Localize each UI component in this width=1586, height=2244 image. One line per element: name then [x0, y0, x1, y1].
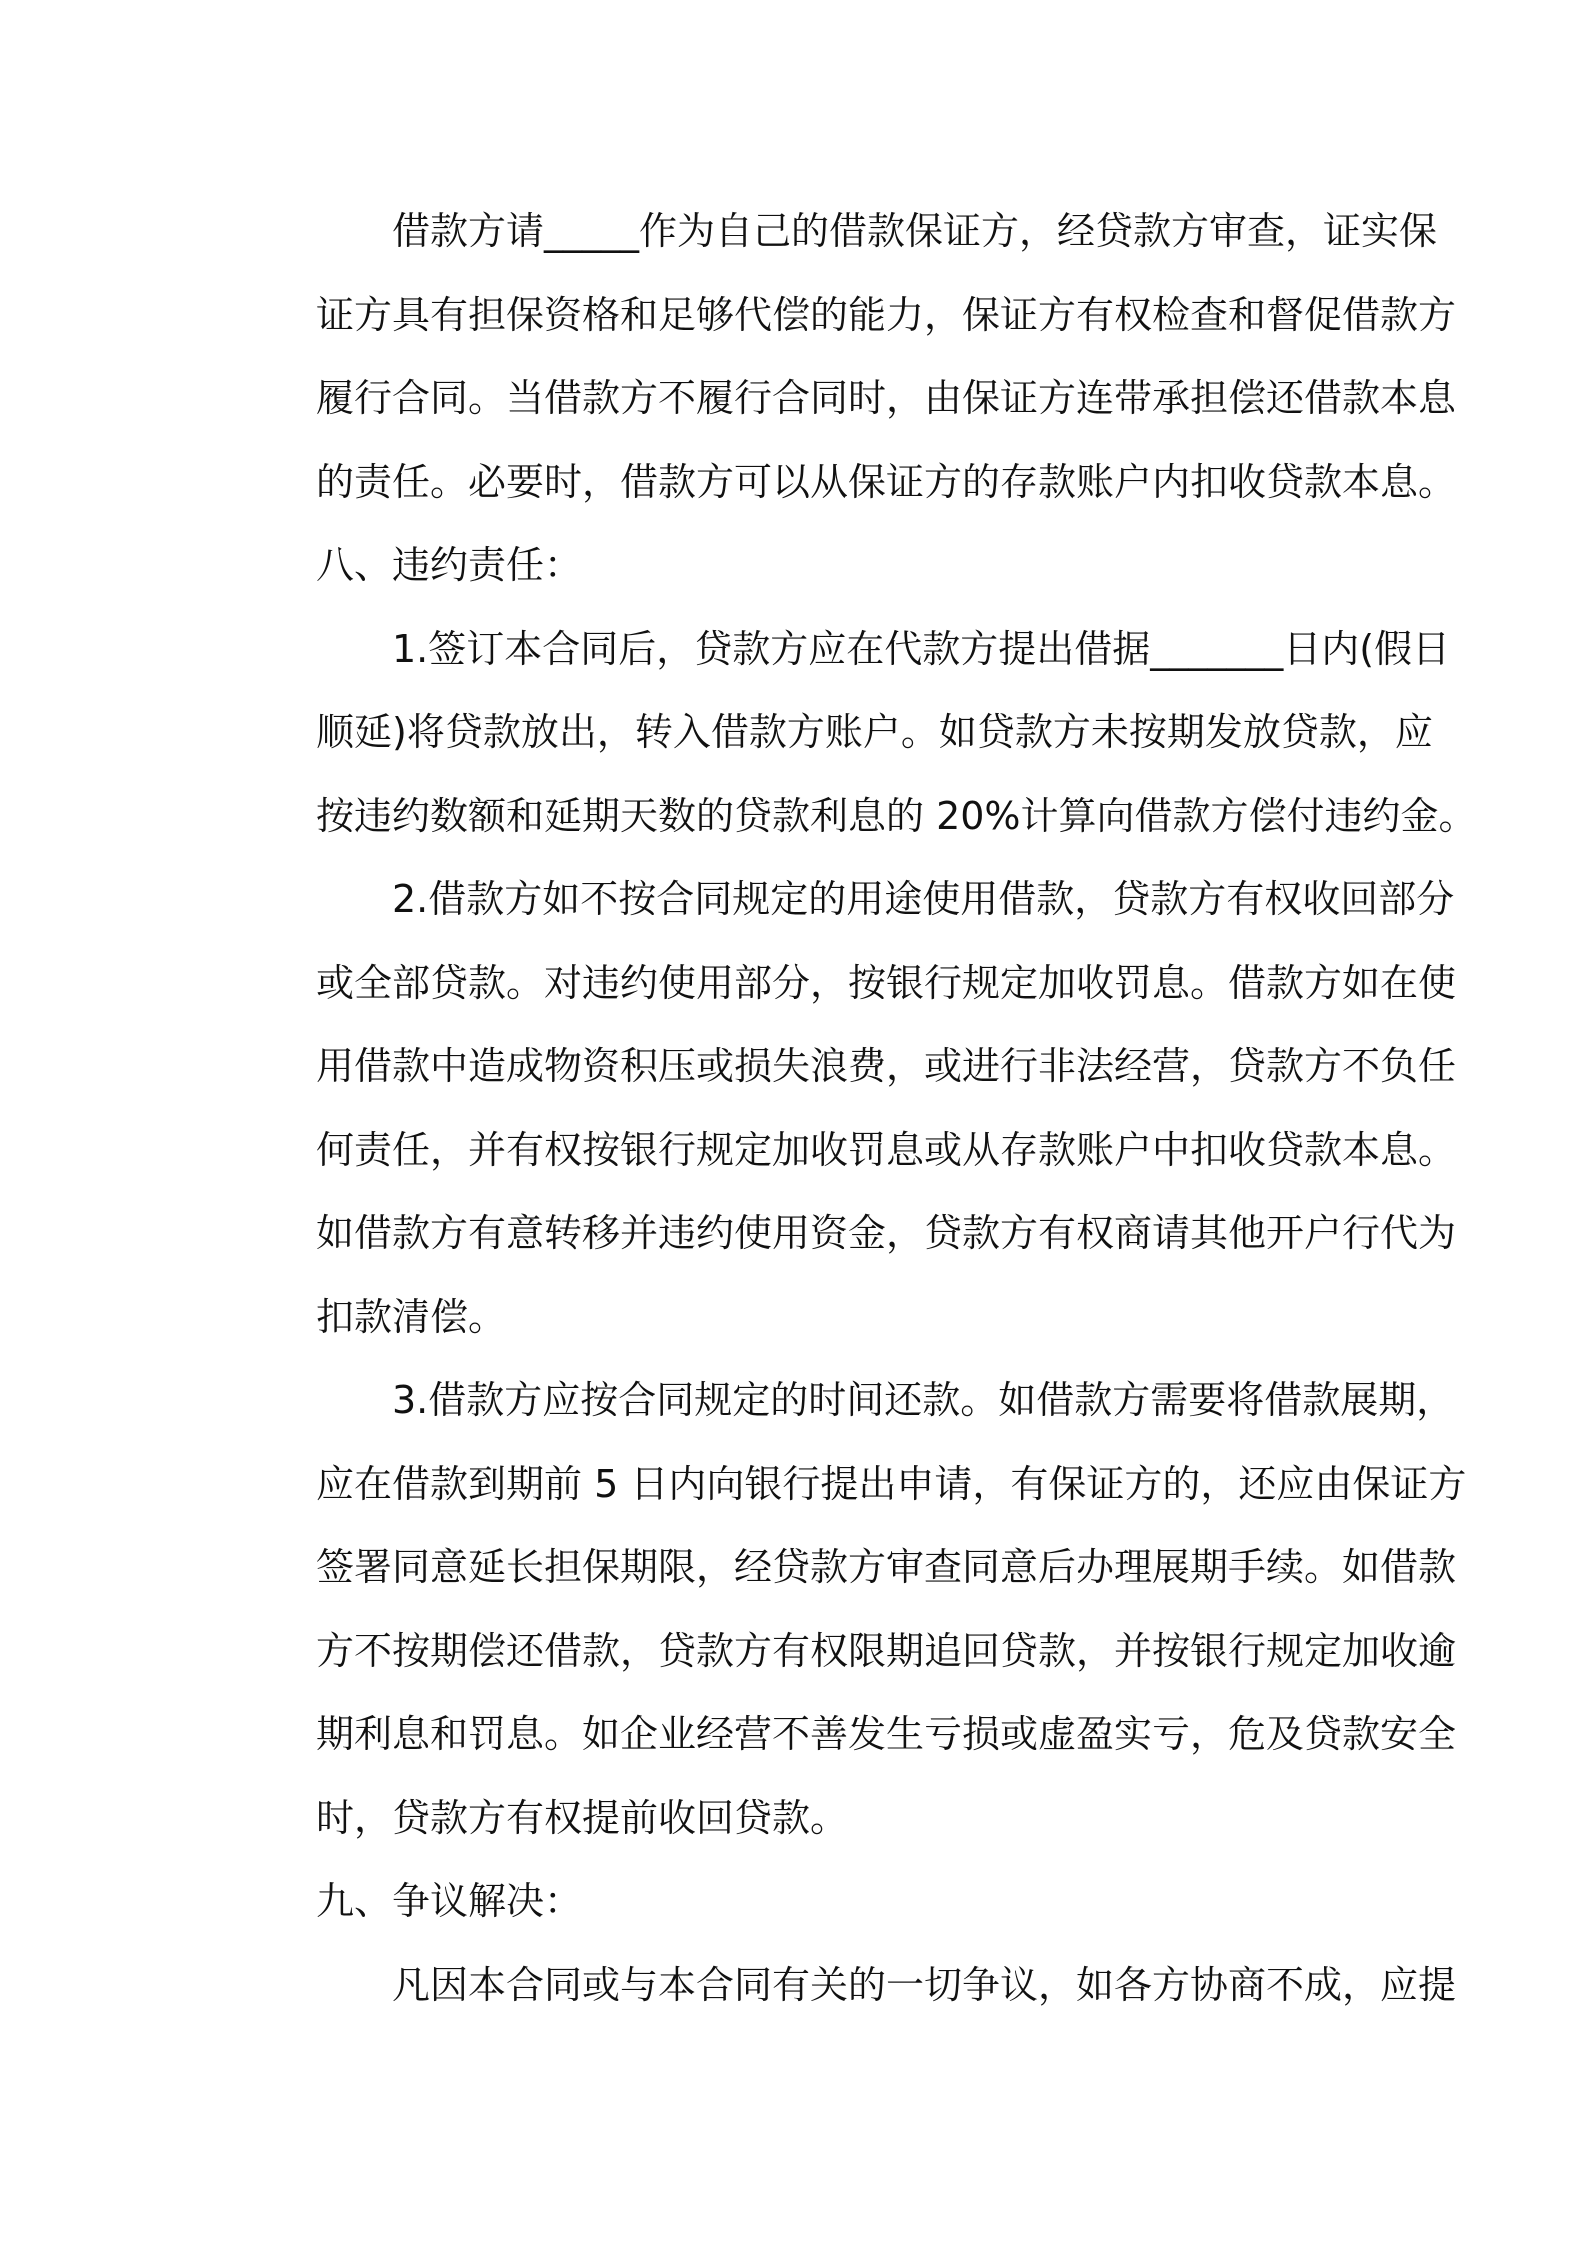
text-line: 顺延)将贷款放出，转入借款方账户。如贷款方未按期发放贷款，应 — [316, 710, 1433, 754]
document-body — [240, 190, 1477, 2027]
text-line: 凡因本合同或与本合同有关的一切争议，如各方协商不成，应提 — [392, 1962, 1457, 2007]
text-line: 如借款方有意转移并违约使用资金，贷款方有权商请其他开户行代为 — [316, 1211, 1457, 1255]
text-line: 方不按期偿还借款，贷款方有权限期追回贷款，并按银行规定加收逾 — [316, 1628, 1457, 1673]
text-line: 证方具有担保资格和足够代偿的能力，保证方有权检查和督促借款方 — [316, 292, 1457, 337]
text-line: 的责任。必要时，借款方可以从保证方的存款账户内扣收贷款本息。 — [316, 459, 1457, 504]
guarantor-paragraph — [240, 190, 1457, 524]
text-line: 时，贷款方有权提前收回贷款。 — [316, 1795, 849, 1840]
section-9-heading: 九、争议解决： — [316, 1879, 583, 1923]
text-line: 期利息和罚息。如企业经营不善发生亏损或虚盈实亏，危及贷款安全 — [316, 1712, 1457, 1756]
clause-8-3 — [240, 1359, 1467, 1860]
text-line: 何责任，并有权按银行规定加收罚息或从存款账户中扣收贷款本息。 — [316, 1127, 1457, 1172]
text-line: 2.借款方如不按合同规定的用途使用借款，贷款方有权收回部分 — [392, 877, 1455, 921]
text-line: 按违约数额和延期天数的贷款利息的 20%计算向借款方偿付违约金。 — [316, 793, 1477, 838]
text-line: 应在借款到期前 5 日内向银行提出申请，有保证方的，还应由保证方 — [316, 1461, 1467, 1506]
text-line: 借款方请_____作为自己的借款保证方，经贷款方审查，证实保 — [392, 209, 1438, 253]
clause-9-1 — [240, 1944, 1457, 2028]
text-line: 签署同意延长担保期限，经贷款方审查同意后办理展期手续。如借款 — [316, 1545, 1457, 1589]
text-line: 1.签订本合同后，贷款方应在代款方提出借据_______日内(假日 — [392, 626, 1451, 671]
section-8-heading: 八、违约责任： — [316, 543, 583, 587]
text-line: 3.借款方应按合同规定的时间还款。如借款方需要将借款展期， — [392, 1378, 1455, 1422]
text-line: 扣款清偿。 — [316, 1294, 507, 1339]
text-line: 或全部贷款。对违约使用部分，按银行规定加收罚息。借款方如在使 — [316, 960, 1457, 1005]
clause-8-2 — [240, 858, 1457, 1359]
text-line: 用借款中造成物资积压或损失浪费，或进行非法经营，贷款方不负任 — [316, 1044, 1457, 1088]
clause-8-1 — [240, 608, 1477, 859]
text-line: 履行合同。当借款方不履行合同时，由保证方连带承担偿还借款本息 — [316, 376, 1457, 420]
